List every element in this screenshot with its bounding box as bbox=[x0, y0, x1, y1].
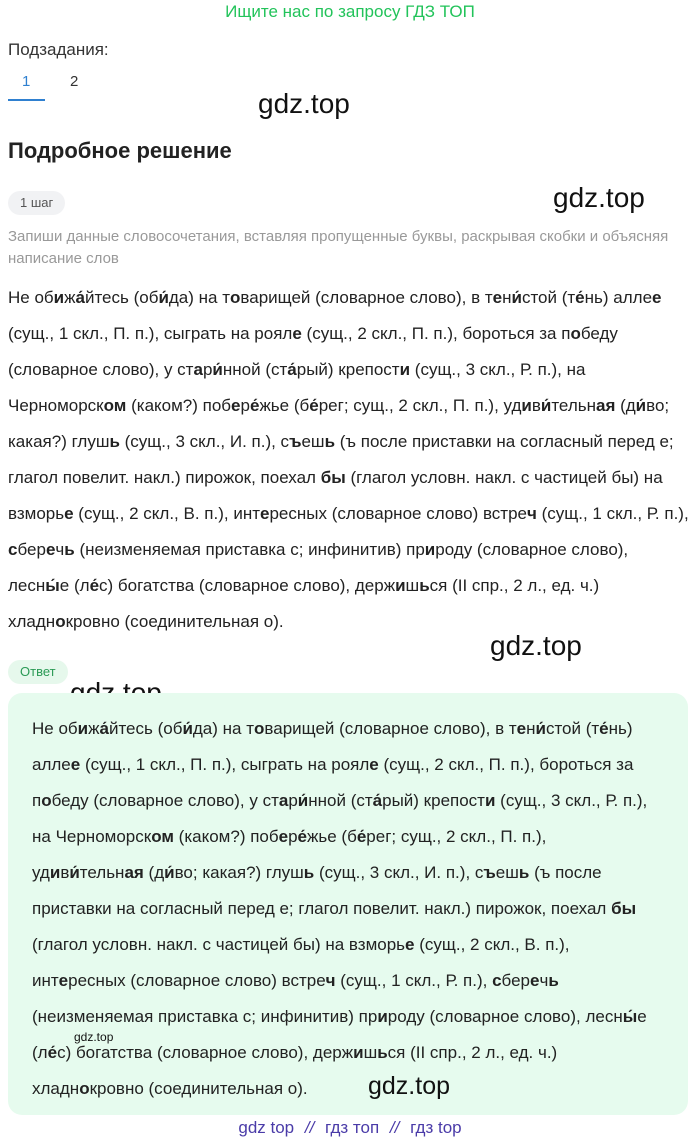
watermark: gdz.top bbox=[553, 182, 645, 213]
watermark: gdz.top bbox=[368, 1072, 451, 1100]
footer-link[interactable]: гдз top bbox=[410, 1118, 462, 1137]
active-tab-indicator bbox=[8, 99, 45, 101]
footer-separator: // bbox=[304, 1118, 315, 1137]
answer-box bbox=[8, 693, 688, 1115]
tab-subtask-2[interactable]: 2 bbox=[70, 73, 79, 90]
footer-link[interactable]: gdz top bbox=[238, 1118, 295, 1137]
promo-banner: Ищите нас по запросу ГДЗ ТОП bbox=[225, 2, 475, 21]
watermark: gdz.top bbox=[258, 88, 350, 119]
subtasks-title: Подзадания: bbox=[8, 40, 109, 59]
watermark: gdz.top bbox=[490, 630, 582, 661]
subtask-tabs bbox=[8, 70, 79, 102]
step-badge: 1 шаг bbox=[8, 191, 65, 215]
answer-badge: Ответ bbox=[8, 660, 68, 684]
solution-text: Не обижа́йтесь (оби́да) на товарищей (словарное слово), в тени́стой (те́нь) аллее (сущ., 1 скл., П. п.), сыграть на рояле (сущ., 2 скл., П. п.), бороться за победу (словарное слово), у стари́нной (ста́рый) крепости (сущ., 3 скл., Р. п.), на Черноморском (каком?) побере́жье (бе́рег; сущ., 2 скл., П. п.), удиви́тельная (ди́во; какая?) глушь (сущ., 3 скл., И. п.), съешь (ъ после приставки на согласный перед е; глагол повелит. накл.) пирожок, поехал бы (глагол условн. накл. с частицей бы) на взморье (сущ., 2 скл., В. п.), интересных (словарное слово) встреч (сущ., 1 скл., Р. п.), сберечь (неизменяемая приставка с; инфинитив) природу (словарное слово), лесны́е (ле́с) богатства (словарное слово), держишься (II спр., 2 л., ед. ч.) хладнокровно (соединительная о). bbox=[8, 288, 689, 631]
watermark-small: gdz.top bbox=[74, 1030, 114, 1044]
footer-link[interactable]: гдз топ bbox=[325, 1118, 380, 1137]
section-title: Подробное решение bbox=[8, 138, 232, 163]
footer-links bbox=[0, 1118, 700, 1138]
task-instructions: Запиши данные словосочетания, вставляя пропущенные буквы, раскрывая скобки и объясняя написание слов bbox=[8, 228, 669, 267]
answer-text: Не обижа́йтесь (оби́да) на товарищей (словарное слово), в тени́стой (те́нь) аллее (сущ., 1 скл., П. п.), сыграть на рояле (сущ., 2 скл., П. п.), бороться за победу (словарное слово), у стари́нной (ста́рый) крепости (сущ., 3 скл., Р. п.), на Черноморском (каком?) побере́жье (бе́рег; сущ., 2 скл., П. п.), удиви́тельная (ди́во; какая?) глушь (сущ., 3 скл., И. п.), съешь (ъ после приставки на согласный перед е; глагол повелит. накл.) пирожок, поехал бы (глагол условн. накл. с частицей бы) на взморье (сущ., 2 скл., В. п.), интересных (словарное слово) встреч (сущ., 1 скл., Р. п.), сберечь (неизменяемая приставка с; инфинитив) природу (словарное слово), лесны́е (ле́с) богатства (словарное слово), держишься (II спр., 2 л., ед. ч.) хладнокровно (соединительная о). bbox=[32, 719, 648, 1098]
footer-separator: // bbox=[389, 1118, 400, 1137]
tab-subtask-1[interactable]: 1 bbox=[22, 73, 31, 90]
